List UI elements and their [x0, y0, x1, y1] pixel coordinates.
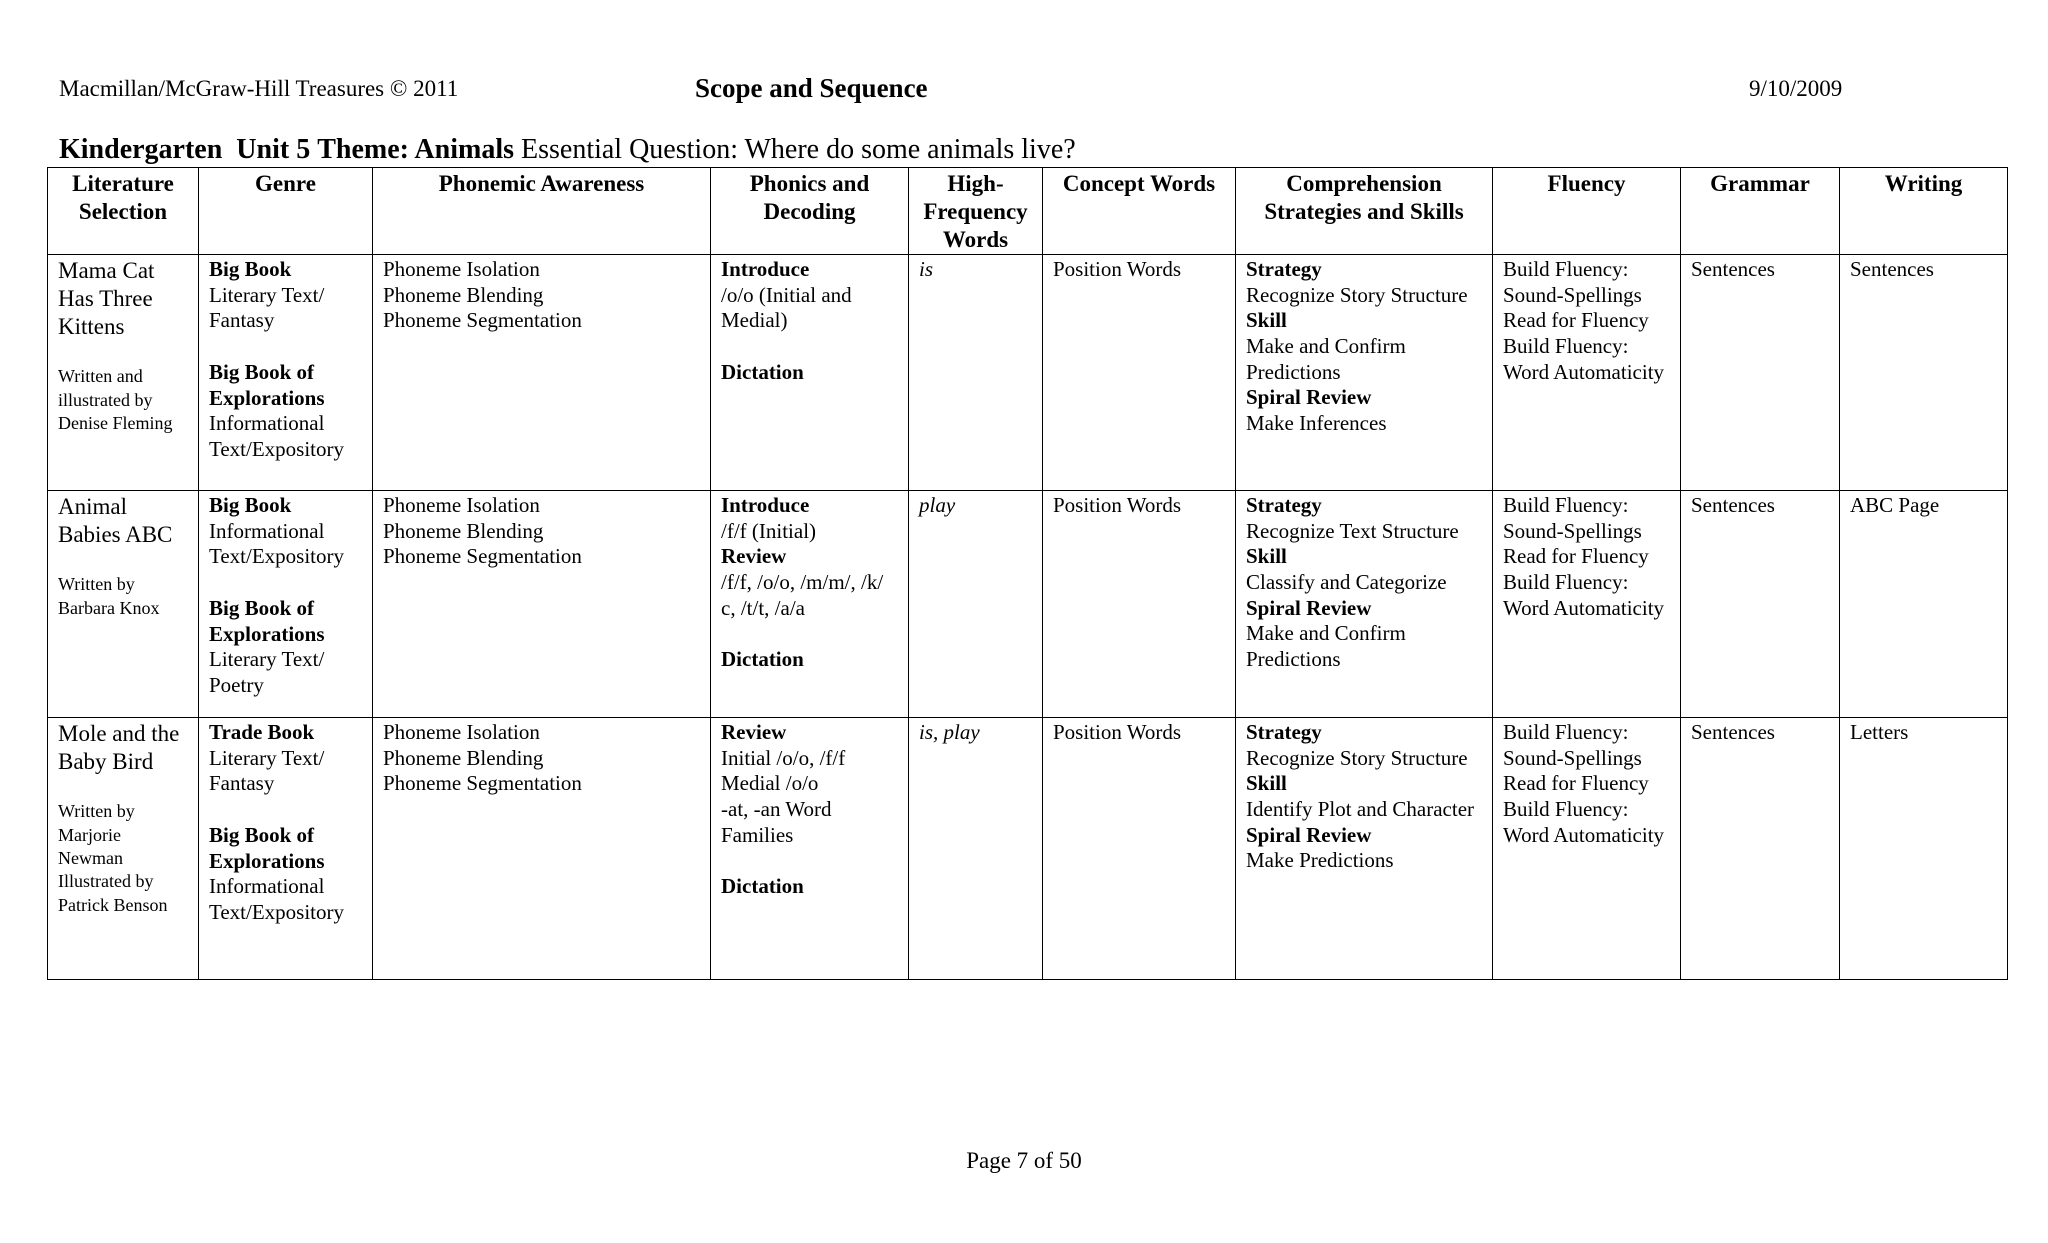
phonics-cell-line: Initial /o/o, /f/f	[721, 745, 846, 770]
phonics-cell-line: Dictation	[721, 359, 804, 384]
comprehension-cell	[1236, 491, 1493, 718]
phonemic-awareness-cell-line: Phoneme Segmentation	[383, 308, 582, 333]
comprehension-cell-line: Strategy	[1246, 493, 1322, 518]
fluency-cell-line: Build Fluency: Sound-Spellings	[1503, 720, 1642, 770]
genre-cell-line: Literary Text/ Poetry	[209, 647, 325, 697]
literature-credit: Written by Barbara Knox	[58, 574, 160, 618]
literature-title: Mole and the Baby Bird	[58, 721, 180, 775]
writing-cell	[1840, 255, 2008, 491]
phonics-cell-line: /f/f (Initial)	[721, 518, 817, 543]
phonics-cell-line: Introduce	[721, 257, 810, 282]
col-phonemic-awareness: Phonemic Awareness	[373, 168, 711, 255]
hfw-cell-text: is	[919, 257, 934, 282]
fluency-cell-line: Read for Fluency	[1503, 544, 1649, 569]
phonics-cell-line: Review	[721, 544, 787, 569]
concept-words-cell-text: Position Words	[1053, 493, 1182, 518]
phonics-cell-line: Dictation	[721, 647, 804, 672]
phonics-cell	[711, 255, 909, 491]
concept-words-cell-text: Position Words	[1053, 257, 1182, 282]
fluency-cell-line: Read for Fluency	[1503, 308, 1649, 333]
literature-title: Animal Babies ABC	[58, 494, 173, 548]
comprehension-cell-line: Spiral Review	[1246, 385, 1372, 410]
comprehension-cell-line: Make and Confirm Predictions	[1246, 621, 1406, 671]
phonemic-awareness-cell-line: Phoneme Blending	[383, 745, 544, 770]
grammar-cell-text: Sentences	[1691, 493, 1775, 518]
writing-cell-text: ABC Page	[1850, 493, 1940, 518]
hfw-cell-text: play	[919, 493, 956, 518]
comprehension-cell-line: Make Inferences	[1246, 410, 1387, 435]
genre-cell-line: Big Book of Explorations	[209, 595, 325, 646]
col-grammar: Grammar	[1681, 168, 1840, 255]
fluency-cell	[1493, 255, 1681, 491]
fluency-cell-line: Build Fluency: Sound-Spellings	[1503, 257, 1642, 307]
literature-credit: Written and illustrated by Denise Fleming	[58, 366, 173, 434]
comprehension-cell-line: Strategy	[1246, 720, 1322, 745]
literature-cell	[48, 718, 199, 980]
grammar-cell-text: Sentences	[1691, 257, 1775, 282]
comprehension-cell-line: Identify Plot and Character	[1246, 796, 1475, 821]
concept-words-cell-text: Position Words	[1053, 720, 1182, 745]
phonics-cell-line: /o/o (Initial and Medial)	[721, 282, 852, 333]
phonemic-awareness-cell-line: Phoneme Blending	[383, 282, 544, 307]
scope-sequence-table	[47, 167, 2008, 980]
comprehension-cell-line: Make Predictions	[1246, 848, 1394, 873]
genre-cell-line: Informational Text/Expository	[209, 411, 345, 461]
genre-cell-line: Literary Text/ Fantasy	[209, 745, 325, 796]
grammar-cell	[1681, 255, 1840, 491]
genre-cell-line: Big Book of Explorations	[209, 822, 325, 873]
table-row	[48, 718, 2008, 980]
phonemic-awareness-cell	[373, 491, 711, 718]
writing-cell-text: Sentences	[1850, 257, 1934, 282]
genre-cell	[199, 491, 373, 718]
table-header-row	[48, 168, 2008, 255]
comprehension-cell-line: Recognize Story Structure	[1246, 282, 1468, 307]
comprehension-cell-line: Skill	[1246, 308, 1287, 333]
genre-cell	[199, 255, 373, 491]
phonemic-awareness-cell-line: Phoneme Blending	[383, 518, 544, 543]
fluency-cell	[1493, 718, 1681, 980]
phonics-cell	[711, 491, 909, 718]
hfw-cell	[909, 718, 1043, 980]
fluency-cell	[1493, 491, 1681, 718]
comprehension-cell-line: Skill	[1246, 544, 1287, 569]
comprehension-cell-line: Recognize Text Structure	[1246, 518, 1459, 543]
writing-cell-text: Letters	[1850, 720, 1909, 745]
genre-cell-line: Trade Book	[209, 720, 315, 745]
fluency-cell-line: Build Fluency: Word Automaticity	[1503, 796, 1665, 847]
genre-cell-line: Big Book	[209, 493, 292, 518]
fluency-cell-line: Build Fluency: Word Automaticity	[1503, 333, 1665, 384]
comprehension-cell-line: Spiral Review	[1246, 822, 1372, 847]
phonemic-awareness-cell	[373, 718, 711, 980]
concept-words-cell	[1043, 255, 1236, 491]
col-phonics: Phonics and Decoding	[711, 168, 909, 255]
fluency-cell-line: Read for Fluency	[1503, 771, 1649, 796]
genre-cell-line: Informational Text/Expository	[209, 518, 345, 569]
phonemic-awareness-cell-line: Phoneme Isolation	[383, 257, 540, 282]
comprehension-cell-line: Classify and Categorize	[1246, 569, 1447, 594]
phonemic-awareness-cell-line: Phoneme Isolation	[383, 720, 540, 745]
concept-words-cell	[1043, 491, 1236, 718]
col-writing: Writing	[1840, 168, 2008, 255]
grade-unit: Kindergarten Unit 5	[59, 134, 311, 165]
fluency-cell-line: Build Fluency: Word Automaticity	[1503, 569, 1665, 620]
phonics-cell	[711, 718, 909, 980]
hfw-cell	[909, 255, 1043, 491]
phonemic-awareness-cell-line: Phoneme Segmentation	[383, 544, 582, 569]
comprehension-cell	[1236, 718, 1493, 980]
phonics-cell-line: /f/f, /o/o, /m/m/, /k/ c, /t/t, /a/a	[721, 569, 884, 620]
literature-credit: Written by Marjorie Newman Illustrated by Patrick Benson	[58, 801, 168, 915]
col-fluency: Fluency	[1493, 168, 1681, 255]
unit-theme: Theme: Animals	[317, 134, 514, 165]
literature-cell	[48, 255, 199, 491]
phonemic-awareness-cell-line: Phoneme Segmentation	[383, 771, 582, 796]
literature-cell	[48, 491, 199, 718]
phonics-cell-line: Review	[721, 720, 787, 745]
publisher-text: Macmillan/McGraw-Hill Treasures © 2011	[59, 76, 459, 101]
comprehension-cell	[1236, 255, 1493, 491]
essential-question: Essential Question: Where do some animals live?	[521, 134, 1076, 165]
hfw-cell-text: is, play	[919, 720, 980, 745]
genre-cell-line: Big Book	[209, 257, 292, 282]
comprehension-cell-line: Recognize Story Structure	[1246, 745, 1468, 770]
concept-words-cell	[1043, 718, 1236, 980]
phonics-cell-line: Medial /o/o	[721, 771, 819, 796]
phonics-cell-line: Dictation	[721, 874, 804, 899]
page-number: Page 7 of 50	[966, 1148, 1082, 1173]
phonics-cell-line: Introduce	[721, 493, 810, 518]
table-row	[48, 491, 2008, 718]
writing-cell	[1840, 718, 2008, 980]
grammar-cell	[1681, 718, 1840, 980]
writing-cell	[1840, 491, 2008, 718]
col-comprehension: Comprehension Strategies and Skills	[1236, 168, 1493, 255]
phonics-cell-line: -at, -an Word Families	[721, 796, 832, 847]
comprehension-cell-line: Strategy	[1246, 257, 1322, 282]
col-literature: Literature Selection	[48, 168, 199, 255]
literature-title: Mama Cat Has Three Kittens	[58, 258, 155, 340]
col-hfw: High-Frequency Words	[909, 168, 1043, 255]
genre-cell-line: Literary Text/ Fantasy	[209, 282, 325, 333]
comprehension-cell-line: Skill	[1246, 771, 1287, 796]
grammar-cell-text: Sentences	[1691, 720, 1775, 745]
phonemic-awareness-cell-line: Phoneme Isolation	[383, 493, 540, 518]
col-genre: Genre	[199, 168, 373, 255]
col-concept-words: Concept Words	[1043, 168, 1236, 255]
grammar-cell	[1681, 491, 1840, 718]
genre-cell	[199, 718, 373, 980]
table-row	[48, 255, 2008, 491]
fluency-cell-line: Build Fluency: Sound-Spellings	[1503, 493, 1642, 543]
genre-cell-line: Big Book of Explorations	[209, 359, 325, 410]
document-title: Scope and Sequence	[695, 73, 928, 103]
phonemic-awareness-cell	[373, 255, 711, 491]
document-date: 9/10/2009	[1749, 76, 1843, 101]
hfw-cell	[909, 491, 1043, 718]
unit-heading	[59, 134, 1076, 166]
comprehension-cell-line: Spiral Review	[1246, 595, 1372, 620]
genre-cell-line: Informational Text/Expository	[209, 874, 345, 924]
comprehension-cell-line: Make and Confirm Predictions	[1246, 333, 1406, 384]
